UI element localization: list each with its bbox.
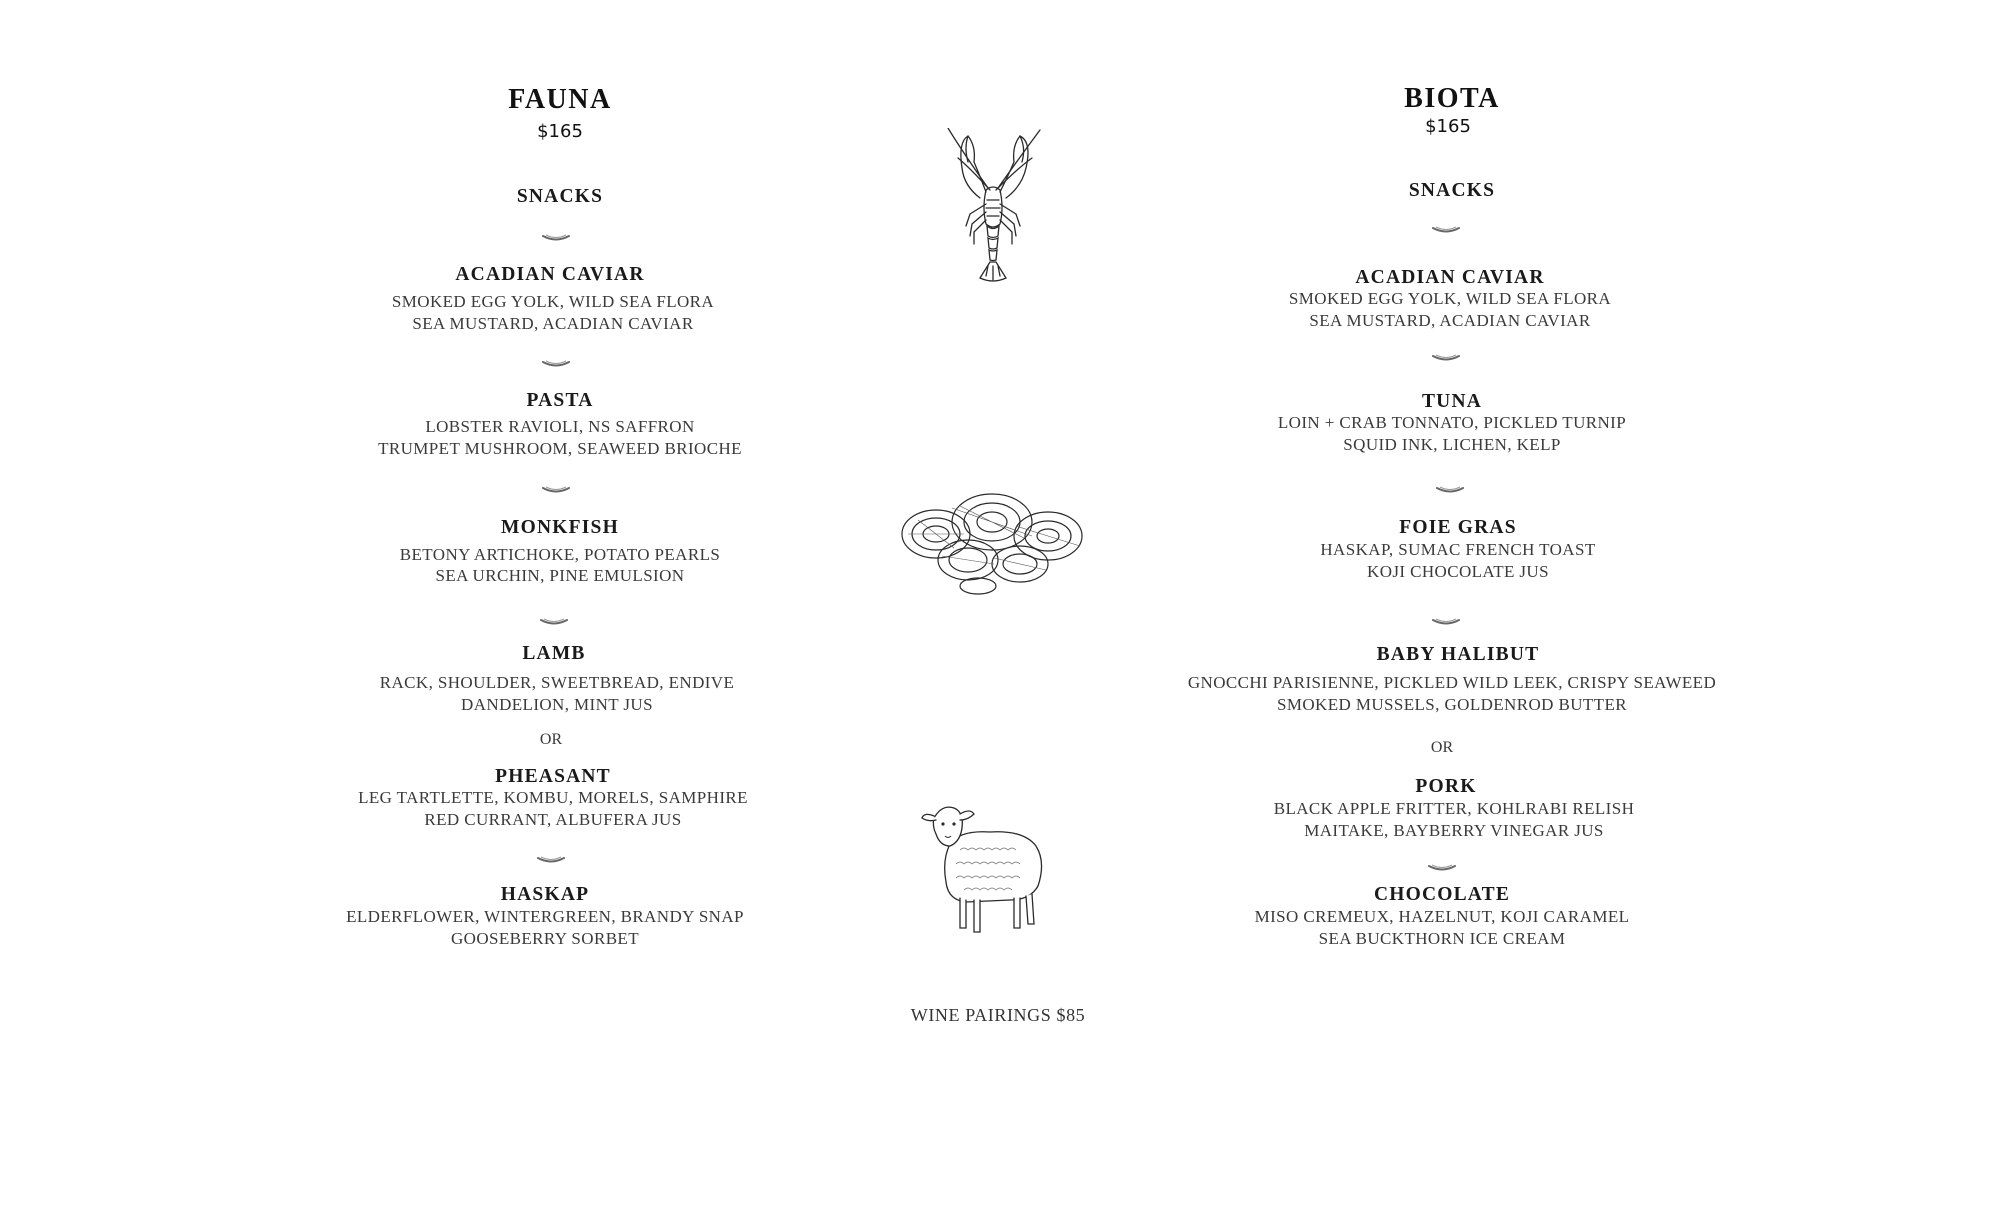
fauna-course2-line1: LOBSTER RAVIOLI, NS SAFFRON	[425, 417, 695, 436]
sheep-illustration	[920, 800, 1050, 940]
biota-course4-name: BABY HALIBUT	[1376, 644, 1540, 665]
biota-course4b-line1: BLACK APPLE FRITTER, KOHLRABI RELISH	[1273, 799, 1635, 818]
fauna-course1-name: ACADIAN CAVIAR	[455, 264, 645, 285]
biota-course1-line2: SEA MUSTARD, ACADIAN CAVIAR	[1309, 311, 1591, 330]
fauna-price: $165	[537, 121, 583, 142]
biota-course4b-line2: MAITAKE, BAYBERRY VINEGAR JUS	[1304, 821, 1604, 840]
fauna-title: FAUNA	[508, 84, 612, 115]
biota-course2-line1: LOIN + CRAB TONNATO, PICKLED TURNIP	[1277, 413, 1627, 432]
biota-title: BIOTA	[1404, 83, 1500, 114]
fauna-course4b-line2: RED CURRANT, ALBUFERA JUS	[424, 810, 682, 829]
biota-course2-name: TUNA	[1421, 391, 1483, 412]
fauna-course2-name: PASTA	[526, 390, 594, 411]
separator-icon	[538, 616, 570, 628]
fauna-course3-line2: SEA URCHIN, PINE EMULSION	[435, 566, 685, 585]
biota-price: $165	[1425, 116, 1471, 137]
biota-course4-line1: GNOCCHI PARISIENNE, PICKLED WILD LEEK, CRISPY SEAWEED	[1187, 673, 1717, 692]
separator-icon	[1426, 862, 1458, 874]
separator-icon	[1430, 224, 1462, 236]
biota-course3-line1: HASKAP, SUMAC FRENCH TOAST	[1320, 540, 1596, 559]
biota-course3-name: FOIE GRAS	[1399, 517, 1517, 538]
fauna-course2-line2: TRUMPET MUSHROOM, SEAWEED BRIOCHE	[378, 439, 742, 458]
fauna-course4-line2: DANDELION, MINT JUS	[461, 695, 653, 714]
wine-pairings: WINE PAIRINGS $85	[910, 1005, 1086, 1025]
fauna-course1-line1: SMOKED EGG YOLK, WILD SEA FLORA	[391, 292, 715, 311]
fauna-snacks: SNACKS	[516, 186, 604, 207]
biota-course5-name: CHOCOLATE	[1373, 884, 1511, 905]
biota-course4b-name: PORK	[1415, 776, 1477, 797]
biota-course4-line2: SMOKED MUSSELS, GOLDENROD BUTTER	[1277, 695, 1627, 714]
fauna-course5-name: HASKAP	[500, 884, 590, 905]
separator-icon	[540, 358, 572, 370]
separator-icon	[1434, 484, 1466, 496]
separator-icon	[1430, 352, 1462, 364]
fauna-course1-line2: SEA MUSTARD, ACADIAN CAVIAR	[412, 314, 694, 333]
fauna-course3-name: MONKFISH	[501, 517, 619, 538]
fauna-course4b-name: PHEASANT	[495, 766, 611, 787]
fauna-course5-line1: ELDERFLOWER, WINTERGREEN, BRANDY SNAP	[346, 907, 744, 926]
biota-course1-line1: SMOKED EGG YOLK, WILD SEA FLORA	[1288, 289, 1612, 308]
biota-course2-line2: SQUID INK, LICHEN, KELP	[1343, 435, 1561, 454]
separator-icon	[540, 232, 572, 244]
biota-course3-line2: KOJI CHOCOLATE JUS	[1367, 562, 1549, 581]
fauna-course4-name: LAMB	[522, 643, 586, 664]
biota-course1-name: ACADIAN CAVIAR	[1355, 267, 1545, 288]
separator-icon	[535, 854, 567, 866]
fauna-course4b-line1: LEG TARTLETTE, KOMBU, MORELS, SAMPHIRE	[358, 788, 748, 807]
fauna-course3-line1: BETONY ARTICHOKE, POTATO PEARLS	[399, 545, 721, 564]
fauna-or: OR	[539, 731, 563, 748]
separator-icon	[1430, 616, 1462, 628]
separator-icon	[540, 484, 572, 496]
fauna-course5-line2: GOOSEBERRY SORBET	[450, 929, 640, 948]
mushroom-illustration	[898, 486, 1086, 596]
lobster-illustration	[940, 128, 1050, 288]
biota-snacks: SNACKS	[1408, 180, 1496, 201]
fauna-course4-line1: RACK, SHOULDER, SWEETBREAD, ENDIVE	[379, 673, 735, 692]
biota-course5-line2: SEA BUCKTHORN ICE CREAM	[1318, 929, 1566, 948]
biota-course5-line1: MISO CREMEUX, HAZELNUT, KOJI CARAMEL	[1254, 907, 1630, 926]
biota-or: OR	[1430, 739, 1454, 756]
